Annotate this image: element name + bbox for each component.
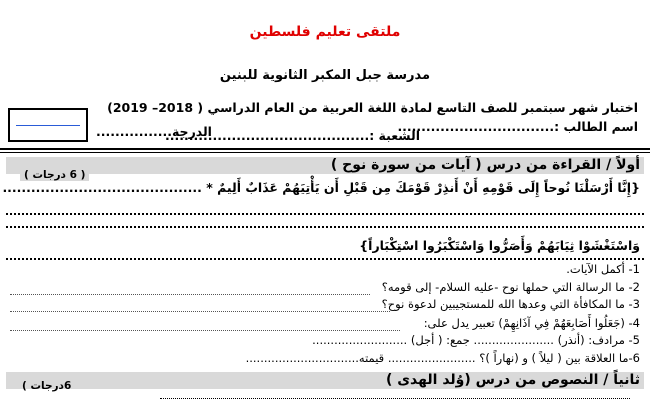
- section1-title: أولاً / القراءة من درس ( آيات من سورة نوح ): [330, 157, 640, 173]
- header-divider: [0, 148, 650, 150]
- verse-line-2: وَاسْتَغْشَوْا ثِيَابَهُمْ وَأَصَرُّوا وَاسْتَكْبَرُوا اسْتِكْبَاراً}: [359, 238, 640, 253]
- question-3: 3- ما المكافأة التي وعدها الله للمستجيبين لدعوة نوح؟: [381, 297, 640, 311]
- header-divider-2: [0, 152, 650, 153]
- answer-line-3: [6, 258, 644, 260]
- verse-line-1: {إِنَّا أَرْسَلْنَا نُوحاً إِلَى قَوْمِهِ أَنْ أَنذِرْ قَوْمَكَ مِن قَبْلِ أَن يَأْتِيَهُمْ عَذَابٌ أَلِيمٌ * ..........................................: [2, 180, 640, 195]
- grade-label: الدرجة................: [96, 124, 212, 139]
- question-5: 5- مرادف: (أنذر) ...................... جمع: ( أجل) ..........................: [312, 333, 640, 347]
- exam-title: اختبار شهر سبتمبر للصف التاسع لمادة اللغة العربية من العام الدراسي ( 2018– 2019): [107, 100, 638, 115]
- section-label: الشعبة :...........................................: [165, 128, 420, 143]
- section2-title: ثانياً / النصوص من درس (وُلد الهدى ): [385, 372, 640, 388]
- question-2: 2- ما الرسالة التي حملها نوح -عليه السلام- إلى قومه؟: [381, 280, 640, 294]
- grade-box: [8, 108, 88, 142]
- q3-answer-line: [10, 311, 390, 312]
- q2-answer-line: [10, 294, 370, 295]
- question-4: 4- (جَعَلُوا أَصَابِعَهُمْ فِي آذَانِهِمْ) تعبير يدل على:: [423, 316, 640, 330]
- section2-marks: 6درجات ): [22, 380, 72, 392]
- answer-line-2: [6, 226, 644, 228]
- student-name-label: اسم الطالب :.................................: [397, 119, 638, 134]
- question-6: 6-ما العلاقة بين ( ليلاً ) و (نهاراً )؟ ........................ قيمته...............................: [245, 351, 640, 365]
- answer-line-1: [6, 213, 644, 215]
- forum-title: ملتقى تعليم فلسطين: [249, 24, 401, 40]
- section1-marks: ( 6 درجات ): [20, 169, 89, 181]
- question-1: 1- أكمل الآيات.: [566, 262, 640, 276]
- section2-partial-line: [160, 398, 630, 399]
- q4-answer-line: [10, 330, 400, 331]
- school-name: مدرسة جبل المكبر الثانوية للبنين: [219, 68, 431, 83]
